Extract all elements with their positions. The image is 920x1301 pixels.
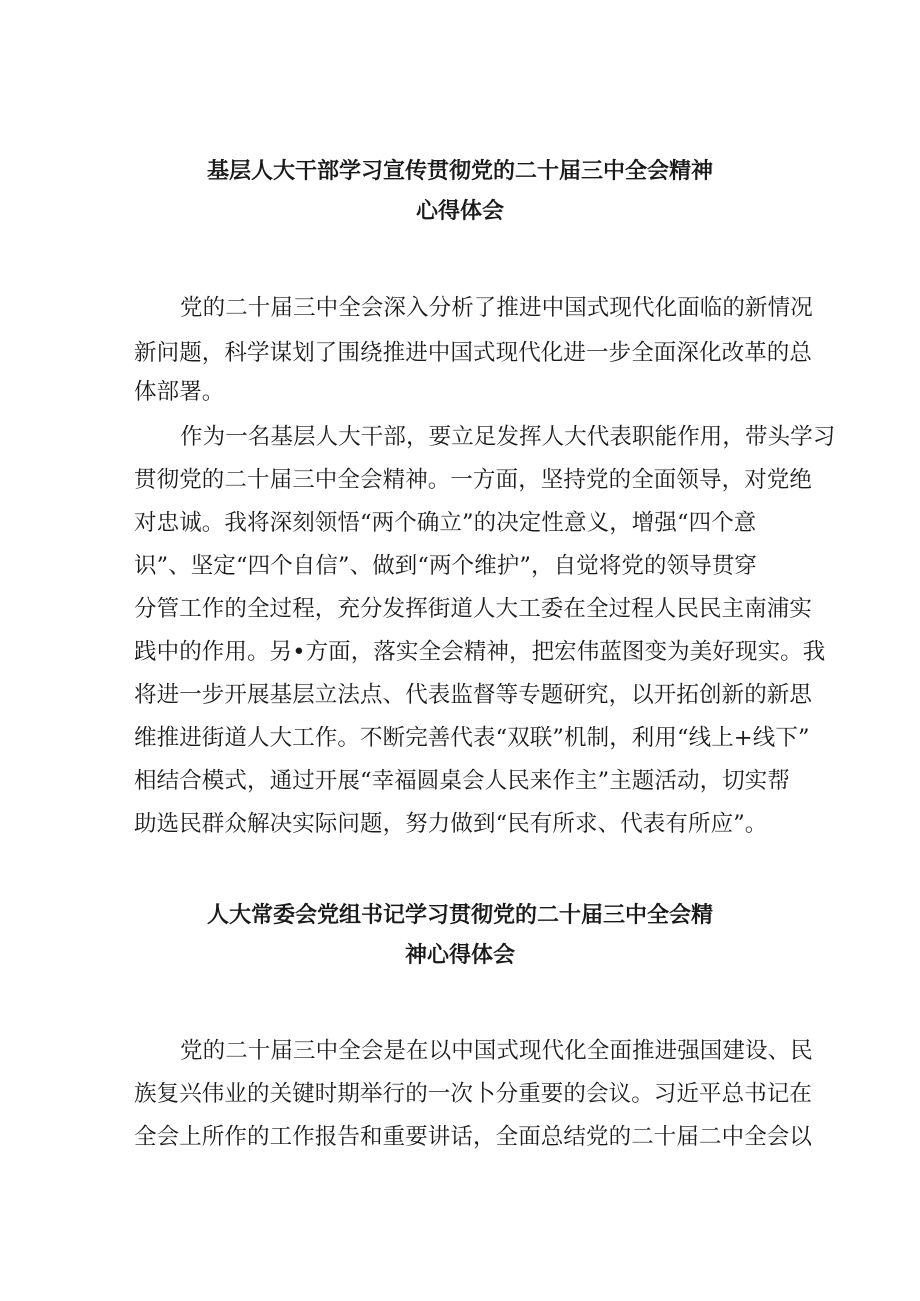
s2-p1-line1: 党的二十届三中全会是在以中国式现代化全面推进强国建设、民 [180, 1038, 813, 1064]
s2-p1-line3: 全会上所作的工作报告和重要讲话，全面总结党的二十届二中全会以 [134, 1124, 813, 1150]
s1-p2-line3: 对忠诚。我将深刻领悟“两个确立”的决定性意义，增强“四个意 [134, 510, 757, 536]
section2-title [0, 896, 920, 976]
s1-p2-line1: 作为一名基层人大干部，要立足发挥人大代表职能作用，带头学习 [180, 424, 836, 450]
s1-p2-line4: 识”、坚定“四个自信”、做到“两个维护”，自觉将党的领导贯穿 [134, 553, 758, 579]
s1-p2-line8: 维推进街道人大工作。不断完善代表“双联”机制，利用“线上+线下” [134, 725, 810, 751]
s1-p2-line9: 相结合模式，通过开展“幸福圆桌会人民来作主”主题活动，切实帮 [134, 768, 791, 794]
section1-title-line2: 心得体会 [415, 199, 504, 224]
s2-p1-line2: 族复兴伟业的关键时期举行的一次卜分重要的会议。习近平总书记在 [134, 1081, 813, 1107]
s1-p1-line2: 新问题，科学谋划了围绕推进中国式现代化进一步全面深化改革的总 [134, 340, 813, 366]
s1-p2-line2: 贯彻党的二十届三中全会精神。一方面，坚持党的全面领导，对党绝 [134, 467, 813, 493]
s1-p2-line7: 将进一步开展基层立法点、代表监督等专题研究，以开拓创新的新思 [134, 682, 813, 708]
section2-title-line2: 神心得体会 [404, 943, 515, 968]
section2-title-line1: 人大常委会党组书记学习贯彻党的二十届三中全会精 [206, 903, 713, 928]
s1-p2-line6: 践中的作用。另•方面，落实全会精神，把宏伟蓝图变为美好现实。我 [134, 639, 826, 665]
s1-p1-line3: 体部署。 [134, 379, 225, 405]
section1-title [0, 152, 920, 232]
s1-p2-line10: 助选民群众解决实际问题，努力做到“民有所求、代表有所应”。 [134, 811, 768, 837]
s1-p1-line1: 党的二十届三中全会深入分析了推进中国式现代化面临的新情况 [180, 295, 813, 321]
section1-title-line1: 基层人大干部学习宣传贯彻党的二十届三中全会精神 [206, 159, 713, 184]
s1-p2-line5: 分管工作的全过程，充分发挥街道人大工委在全过程人民民主南浦实 [134, 596, 813, 622]
